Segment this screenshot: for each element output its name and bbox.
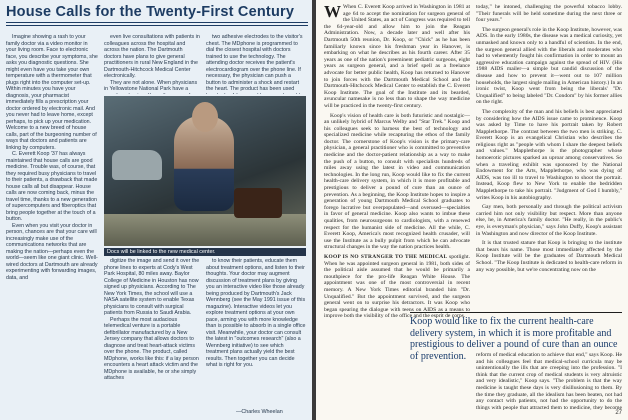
paragraph: The complexity of the man and his beliefs is best appreciated by considering how the AIDS issue came to prominence. Koop was asked by Time to have his portrait taken by Robert Mapplethorpe. The contrast between the two men is striking. C. Everett Koop is an evangelical Christian who describes the religious right as "people with whom I share the deepest beliefs and values." Mapplethorpe is the photographer whose homoerotic pictures sparked an uproar among conservatives. So when a traveling exhibit was sponsored by the National Endowment for the Arts, Mapplethorpe, who was dying of AIDS, was too ill to travel to Washington to shoot the portrait. Instead, Koop flew to New York to enable the bedridden Mapplethorpe to take his portrait. "Judgment of God I humbly," writes Koop in his autobiography. [476,108,622,201]
paragraph: Even when you visit your doctor in person, chances are that your care will increasingly make use of the communications networks that are making the nation—perhaps even the world—seem like one giant clinic. Well-wired doctors at Dartmouth are already experimenting with forwarding images, data, and [6,222,98,281]
photo-caption: Docs will be linked to the new medical center. [104,248,306,256]
section-lead: KOOP IS NO STRANGER TO THE MEDICAL [324,253,448,260]
author-signature: —Charles Wheelan [236,409,283,415]
photo-road [104,214,306,246]
paragraph: spotlight. When he was appointed surgeon general in 1981, both sides of the political aisle assumed that he would be primarily a mouthpiece for the pro-life Reagan White House. The appointment was one of the most controversial in recent memory. A New York Times editorial branded him "Dr. Unqualified." But the appointment survived, and the surgeon general went on to surprise his detractors. It was Koop who began spearing the dialogue with teens on AIDS as a means to improve both the visibility of the office and the esprit de corps. [324,253,470,320]
paragraph: They are not alone. When physicians in Yellowstone National Park have a [104,79,198,92]
paragraph: today," he intoned, challenging the powerful tobacco lobby. "Their funerals will be held sometime during the next three or four years." [476,4,622,24]
paragraph: Imagine showing a rash to your family doctor via a video monitor in your living room. Face to electronic face, you describe your symptoms, she asks you diagnostic questions. She might even have you take your own temperature with a thermometer that plugs right into the computer set-up. Within minutes you have your diagnosis, your pharmacist immediately fills a prescription your doctor ordered by electronic mail. And you never had to leave home, except perhaps, to pick up your medication. Welcome to a new breed of house calls, part of the burgeoning number of ways that doctors and patients are linking by computers. [6,34,98,151]
paragraph: two adhesive electrodes to the visitor's chest. The MDphone is programmed to dial the closest hospital with doctors trained to use the technology. The attending doctor receives the patient's electrocardiogram over the phone line. If necessary, the physician can push a button to administer a shock and restart the heart. The product has been used [206,34,303,92]
article-title: House Calls for the Twenty-First Century [6,4,295,20]
doctor-photo [104,96,306,246]
title-rule-secondary [6,25,308,26]
right-page [316,0,628,420]
article-column-2-bottom [476,352,622,410]
paragraph: to know their patients, educate them about treatment options, and listen to their thoughts. Your doctor may augment discussion of treatment plans by giving you an interactive video like those already being produced by Dartmouth's Jack Wennberg (see the May 1991 issue of this magazine). Interactive videos let you explore treatment options at your own pace, arming you with more knowledge than is possible to absorb in a single office visit. Meanwhile, your doctor can consult the latest in "outcomes research" (also a Wennberg initiative) to see which treatment plans actually yield the best results. Then together you can decide what is right for you. [206,258,306,368]
photo-car [112,150,162,180]
paragraph: The surgeon general's role in the Koop Institute, however, was ADS. In the early 1980s, the disease was a medical curiosity, yet unmasked and known only to a handful of scientists. In the end, the surgeon general allied with the liberals and moderates who had to vehemently fought his confirmation in order to mount an aggressive education campaign against the spread of HIV. (His 1988 AIDS mailer—a simple but candid discussion of the disease and how to prevent it—went out to 107 million households, the largest single mailing in American history.) In an ironic twist, Koop went from being the liberals' "Dr. Unqualified" to being labeled "Dr. Condom" by his former allies on the right. [476,26,622,106]
page-number: 27 [615,410,622,416]
paragraph: When C. Everett Koop arrived in Washington in 1981 at age 64 to accept the nomination for surgeon general of the United States, an act of Congress was required to tell the 64-year-old and allow him to join the Reagan Administration. Now, a decade later and well after his Dartmouth 50th reunion, Dr. Koop, or "Chick" as he has been familiarly known since his freshman year in Hanover, is embarking on what he describes as his fourth career. After 35 years as one of the nation's preeminent pediatric surgeons, eight years as surgeon general, and a brief spell as a freelance advocate for better public health, Koop has returned to Hanover to join forces with the Dartmouth Medical School and the Dartmouth-Hitchcock Medical Center to establish the C. Everett Koop Institute. The goal of the Institute and its bearded, avuncular namesake is no less than to shape the way medicine will be practiced in the twenty-first century. [324,4,470,109]
drop-cap: W [324,4,341,21]
sidebar-column-2-top [104,34,200,94]
title-rule [6,22,308,23]
sidebar-column-3-top [206,34,306,94]
paragraph: reform of medical education to achieve that end," says Koop. He and his colleagues feel that medical-school curricula may be unintentionally the ills that are creeping into the profession. "I think that the current crop of medical students is very altruistic and very idealistic," Koop says. "The problem is that the way medicine is taught these days is very disillusioning to them. By the time they graduate, all the idealism has been beaten, not had any contact with patients, not had the opportunity to do the things with people that attracted them to medicine, they become [476,352,622,410]
paragraph: Koop's vision of health care is both futuristic and nostalgic—an unlikely hybrid of Marcus Welby and "Star Trek." Koop and his colleagues seek to harness the best of technology and specialized medicine while recapturing the ethos of the family doctor. The cornerstone of Koop's vision is the primary-care physician, a general practitioner who is committed to preventive medicine and the doctor-patient relationship as a way to make the push of a button, to consult with specialists hundreds of miles away using the latest in video and communication technologies. In the long run, Koop would like to fix the current health-care delivery system, in which it is more profitable and prestigious to deliver a pound of cure than an ounce of prevention. As a beginning, the Koop Institute hopes to inspire a generation of young Dartmouth Medical School graduates to forego lucrative but overpopulated—and overused—specialties in favor of general medicine. Koop also wants to imbue these qualities, from neurosurgeons to cardiologists, with a renewed respect for the humanist side of medicine. All the while, C. Everett Koop, America's most recognized health crusader, will use the Institute as a bully pulpit from which he can advocate structural changes in the way the nation practices health. [324,112,470,251]
paragraph: It is that trusted stature that Koop is bringing to the institute that bears his name. Those most immediately affected by the Koop Institute will be the graduates of Dartmouth Medical School. "The Koop Institute is dedicated to health-care reform in any way possible, but we're concentrating now on the [476,240,622,273]
photo-medical-bag [234,188,282,218]
sidebar-column-3-bottom [206,258,306,408]
left-page [0,0,312,420]
photo-doctor-head [192,102,218,132]
paragraph: Perhaps the most audacious telemedical venture is a portable defibrillator manufactured by a New Jersey company that allows doctors to diagnose and treat heart-attack victims over the phone. The product, called MDphone, works like this: if a lay person encounters a heart attack victim and the MDphone is available, he or she simply attaches [104,316,199,381]
pull-quote: Koop would like to fix the current health-care delivery system, in which it is more profitable and prestigious to deliver a pound of cure than an ounce of prevention. [410,312,622,362]
paragraph: even live consultations with patients in colleagues across the hospital and across the nation. The Dartmouth doctors have plans to give general practitioners in rural New England in the Dartmouth-Hitchcock Medical Center electronically. [104,34,200,79]
paragraph: C. Everett Koop '37 has always maintained that house calls are good medicine. Trouble was, of course, that they required busy physicians to travel to their patients, a drawback that made house calls all but disappear. House calls are now coming back, minus the travel time, thanks to a new generation of supercomputers and fiberoptics that bring people together at the touch of a button. [6,151,98,222]
article-column-2 [476,4,622,308]
sidebar-column-1 [6,34,98,418]
paragraph: digitize the image and send it over the phone lines to experts at Cody's West Park Hospital, 80 miles away. Baylor College of Medicine in Houston has now signed up physicians. According to The New York Times, the school will use a NASA satellite system to enable Texas physicians to consult with surgical patients from Russia to Saudi Arabia. [104,258,200,316]
sidebar-column-2-bottom [104,258,200,408]
paragraph: Gay men, both personally and through the political activism carried him not only visibility but respect. More than anyone else, he, in America's family doctor. "He really, in the public's eye, is everyman's physician," says John Duffy, Koop's assistant in Washington and now director of the Koop Institute. [476,204,622,237]
